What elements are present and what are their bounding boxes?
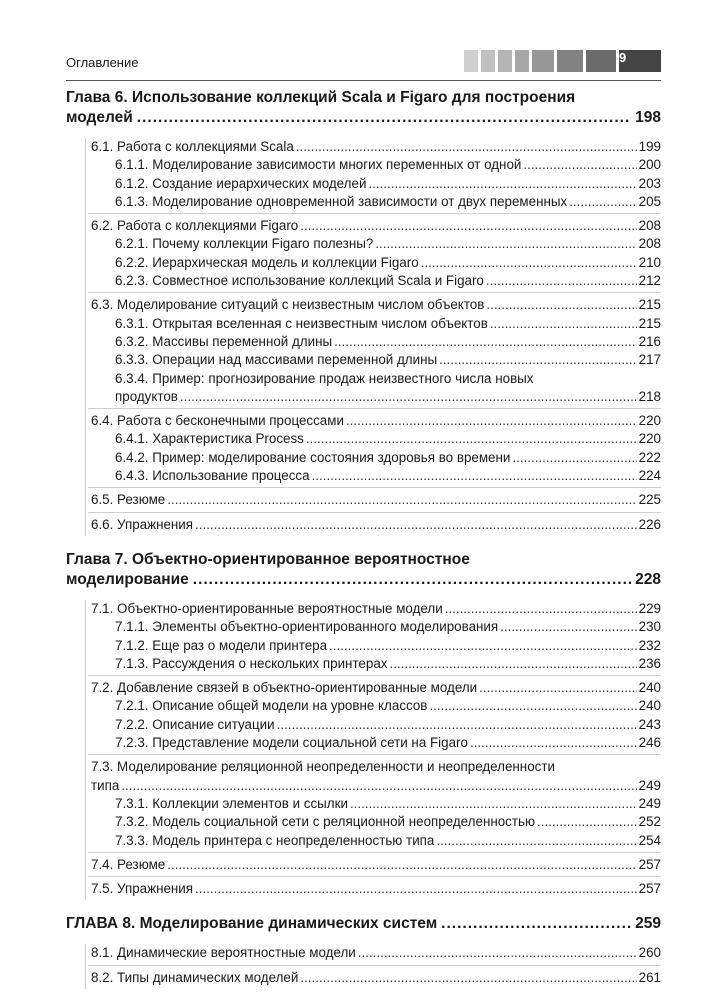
toc-entry[interactable]: 6.3.2. Массивы переменной длины ..... 216 — [88, 333, 661, 351]
header-bar — [464, 50, 478, 72]
toc-entry[interactable]: 6.2.3. Совместное использование коллекций Scala и Figaro ..... 212 — [88, 272, 661, 290]
chapter-title-cont: моделей — [66, 109, 133, 126]
toc-entry[interactable]: 6.2.2. Иерархическая модель и коллекции Figaro ..... 210 — [88, 254, 661, 272]
page-header — [66, 50, 661, 74]
toc-entry[interactable]: 6.3. Моделирование ситуаций с неизвестным числом объектов ..... 215 — [88, 296, 661, 314]
chapter-title-cont: моделирование — [66, 570, 189, 588]
toc-entry-cont[interactable]: типа ..... 249 — [88, 777, 661, 795]
toc-entry[interactable]: 6.4. Работа с бесконечными процессами ..... 220 — [88, 412, 661, 430]
toc-entry[interactable]: 7.1. Объектно-ориентированные вероятностные модели ..... 229 — [88, 600, 661, 618]
section-group — [88, 296, 661, 409]
toc-entry[interactable]: 6.2. Работа с коллекциями Figaro ..... 208 — [88, 217, 661, 235]
toc-entry[interactable]: 6.6. Упражнения ..... 226 — [88, 516, 661, 534]
toc-entry[interactable]: 8.2. Типы динамических моделей ..... 261 — [88, 969, 661, 987]
chapter-sections — [85, 600, 661, 900]
chapter-page: 198 — [635, 109, 661, 126]
section-group — [88, 412, 661, 488]
header-bars — [461, 50, 661, 72]
toc-entry[interactable]: 6.3.4. Пример: прогнозирование продаж неизвестного числа новых — [115, 370, 534, 386]
chapter-title: Глава 7. Объектно-ориентированное вероятностное — [66, 550, 470, 568]
toc-entry[interactable]: 6.4.3. Использование процесса ..... 224 — [88, 467, 661, 485]
toc-entry[interactable]: 7.1.3. Рассуждения о нескольких принтерах ..... 236 — [88, 655, 661, 673]
toc-entry[interactable]: 6.1. Работа с коллекциями Scala ..... 199 — [88, 138, 661, 156]
section-group — [88, 969, 661, 989]
section-group — [88, 856, 661, 877]
chapter-title-line — [66, 108, 661, 128]
toc-entry[interactable]: 7.1.2. Еще раз о модели принтера ..... 232 — [88, 637, 661, 655]
chapter-sections — [85, 138, 661, 536]
toc-entry[interactable]: 7.2.1. Описание общей модели на уровне классов ..... 240 — [88, 697, 661, 715]
toc-entry[interactable]: 7.5. Упражнения ..... 257 — [88, 880, 661, 898]
toc-entry[interactable]: 7.3.1. Коллекции элементов и ссылки ..... 249 — [88, 795, 661, 813]
chapter-6 — [66, 88, 661, 536]
toc-entry[interactable]: 8.1. Динамические вероятностные модели ..... 260 — [88, 944, 661, 962]
toc-entry[interactable]: 6.5. Резюме ..... 225 — [88, 491, 661, 509]
toc-entry[interactable]: 6.1.3. Моделирование одновременной зависимости от двух переменных ..... 205 — [88, 193, 661, 211]
toc-entry[interactable]: 6.4.1. Характеристика Process ..... 220 — [88, 430, 661, 448]
section-group — [88, 944, 661, 965]
table-of-contents — [66, 88, 661, 1003]
header-bar — [586, 50, 616, 72]
section-group — [88, 217, 661, 293]
chapter-7 — [66, 550, 661, 900]
toc-entry[interactable]: 7.2.3. Представление модели социальной сети на Figaro ..... 246 — [88, 734, 661, 752]
chapter-page: 259 — [635, 915, 661, 933]
chapter-title: Глава 6. Использование коллекций Scala и Figaro для построения — [66, 89, 576, 106]
toc-entry[interactable]: 6.1.1. Моделирование зависимости многих переменных от одной ..... 200 — [88, 156, 661, 174]
toc-entry[interactable]: 6.4.2. Пример: моделирование состояния здоровья во времени ..... 222 — [88, 449, 661, 467]
toc-entry-cont[interactable]: продуктов ..... 218 — [88, 388, 661, 406]
header-bar — [515, 50, 529, 72]
chapter-8 — [66, 914, 661, 989]
toc-entry[interactable]: 7.3. Моделирование реляционной неопределенности и неопределенности — [91, 759, 555, 775]
section-group — [88, 600, 661, 676]
section-group — [88, 491, 661, 512]
section-group — [88, 880, 661, 900]
chapter-title-line — [66, 914, 661, 934]
toc-entry[interactable]: 7.3.3. Модель принтера с неопределенностью типа ..... 254 — [88, 832, 661, 850]
header-divider — [66, 80, 661, 81]
section-group — [88, 758, 661, 852]
running-title: Оглавление — [66, 55, 139, 70]
header-bar — [532, 50, 554, 72]
toc-entry[interactable]: 6.3.3. Операции над массивами переменной длины ..... 217 — [88, 351, 661, 369]
header-bar — [481, 50, 495, 72]
toc-entry[interactable]: 7.2.2. Описание ситуации ..... 243 — [88, 716, 661, 734]
toc-entry[interactable]: 7.2. Добавление связей в объектно-ориентированные модели ..... 240 — [88, 679, 661, 697]
toc-entry[interactable]: 6.3.1. Открытая вселенная с неизвестным числом объектов ..... 215 — [88, 315, 661, 333]
header-bar — [498, 50, 512, 72]
section-group — [88, 138, 661, 214]
toc-entry[interactable]: 6.1.2. Создание иерархических моделей ..... 203 — [88, 175, 661, 193]
page-number: 9 — [619, 50, 661, 72]
chapter-title: ГЛАВА 8. Моделирование динамических систем — [66, 915, 438, 933]
toc-entry[interactable]: 7.1.1. Элементы объектно-ориентированного моделирования ..... 230 — [88, 618, 661, 636]
toc-entry[interactable]: 7.4. Резюме ..... 257 — [88, 856, 661, 874]
section-group — [88, 679, 661, 755]
toc-entry[interactable]: 6.2.1. Почему коллекции Figaro полезны? ..... 208 — [88, 235, 661, 253]
chapter-title-line — [66, 570, 661, 590]
toc-entry[interactable]: 7.3.2. Модель социальной сети с реляционной неопределенностью ..... 252 — [88, 813, 661, 831]
chapter-sections — [85, 944, 661, 989]
section-group — [88, 516, 661, 536]
header-bar — [557, 50, 583, 72]
chapter-page: 228 — [635, 570, 661, 588]
